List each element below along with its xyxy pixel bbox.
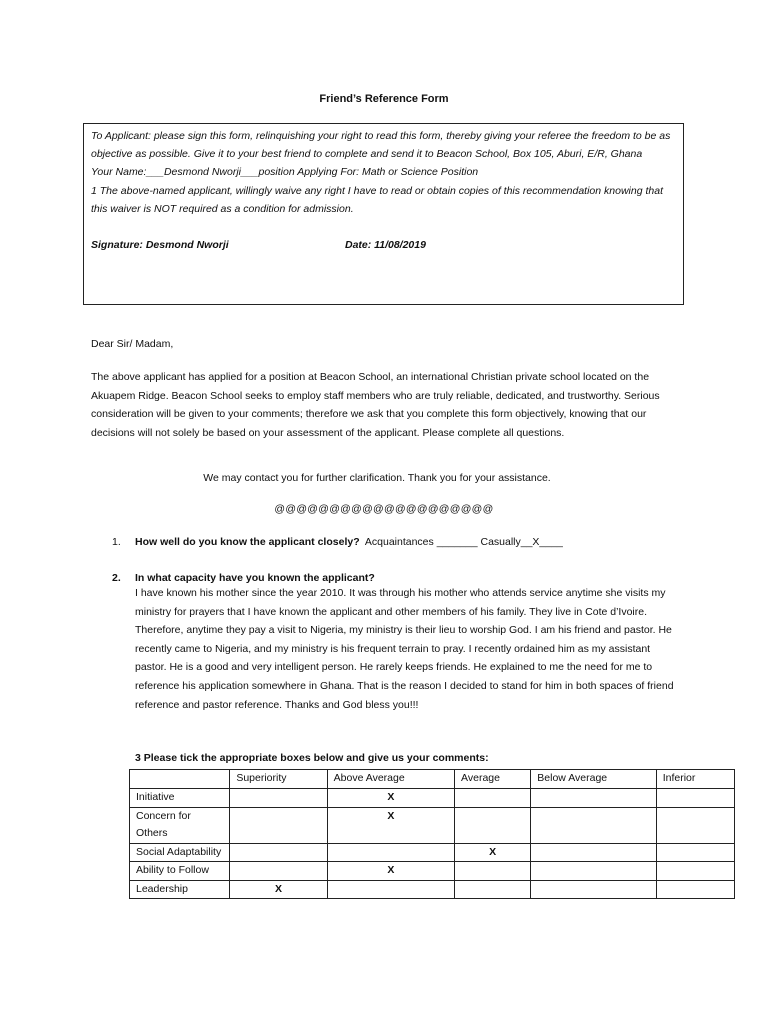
question-3-heading: 3 Please tick the appropriate boxes below and give us your comments: bbox=[135, 752, 489, 764]
contact-text: We may contact you for further clarification. Thank you for your assistance. bbox=[203, 472, 551, 484]
table-row bbox=[130, 862, 735, 881]
applicant-name-line: Your Name:___Desmond Nworji___position Applying For: Math or Science Position bbox=[91, 166, 479, 179]
rating-cell bbox=[230, 807, 327, 843]
question-2-number: 2. bbox=[112, 572, 121, 584]
contact-line bbox=[0, 472, 768, 484]
question-2-text: In what capacity have you known the applicant? bbox=[135, 572, 375, 584]
column-header: Average bbox=[455, 770, 531, 789]
column-header: Superiority bbox=[230, 770, 327, 789]
trait-label: Concern for Others bbox=[130, 807, 230, 843]
rating-cell bbox=[656, 862, 734, 881]
intro-paragraph: The above applicant has applied for a position at Beacon School, an international Christian private school located on the Akuapem Ridge. Beacon School seeks to employ staff members who are truly reliable, dedicated, and trustworthy. Serious consideration will be given to your comments; therefore we ask that you complete this form objectively, knowing that our decisions will not solely be based on your assessment of the applicant. Please complete all questions. bbox=[91, 371, 660, 439]
rating-cell bbox=[455, 789, 531, 808]
column-header bbox=[130, 770, 230, 789]
question-2 bbox=[112, 572, 692, 714]
rating-cell bbox=[531, 880, 656, 899]
rating-cell bbox=[656, 880, 734, 899]
rating-cell bbox=[656, 843, 734, 862]
rating-cell bbox=[455, 862, 531, 881]
rating-cell bbox=[531, 789, 656, 808]
question-1-number: 1. bbox=[112, 536, 121, 548]
signature-date: Date: 11/08/2019 bbox=[345, 239, 426, 252]
rating-cell: X bbox=[455, 843, 531, 862]
rating-cell: X bbox=[327, 789, 454, 808]
rating-cell bbox=[230, 862, 327, 881]
rating-cell bbox=[531, 862, 656, 881]
question-2-answer: I have known his mother since the year 2010. It was through his mother who attends service anytime she visits my ministry for prayers that I have known the applicant and other members of his family. They live in Cote d’Ivoire. Therefore, anytime they pay a visit to Nigeria, my ministry is their lieu to worship God. I am his friend and pastor. He recently came to Nigeria, and my ministry is his frequent terrain to pray. I recently ordained him as my assistant pastor. He is a good and very intelligent person. He rarely keeps friends. He explained to me the need for me to reference his application somewhere in Ghana. That is the reason I decided to stand for him in both spaces of friend reference and pastor reference. Thanks and God bless you!!! bbox=[135, 587, 674, 711]
rating-cell bbox=[327, 880, 454, 899]
ratings-table bbox=[129, 769, 735, 899]
rating-cell: X bbox=[230, 880, 327, 899]
rating-cell bbox=[531, 843, 656, 862]
table-row bbox=[130, 843, 735, 862]
rating-cell bbox=[455, 807, 531, 843]
salutation: Dear Sir/ Madam, bbox=[91, 338, 174, 350]
column-header: Below Average bbox=[531, 770, 656, 789]
rating-cell bbox=[230, 789, 327, 808]
rating-cell bbox=[656, 789, 734, 808]
trait-label: Initiative bbox=[130, 789, 230, 808]
rating-cell bbox=[531, 807, 656, 843]
signature: Signature: Desmond Nworji bbox=[91, 239, 229, 252]
rating-cell bbox=[230, 843, 327, 862]
rating-cell bbox=[327, 843, 454, 862]
rating-cell bbox=[656, 807, 734, 843]
rating-cell: X bbox=[327, 862, 454, 881]
trait-label: Leadership bbox=[130, 880, 230, 899]
rating-cell bbox=[455, 880, 531, 899]
question-1 bbox=[112, 536, 563, 548]
form-title: Friend’s Reference Form bbox=[319, 93, 449, 105]
rating-cell: X bbox=[327, 807, 454, 843]
trait-label: Ability to Follow bbox=[130, 862, 230, 881]
table-row bbox=[130, 880, 735, 899]
column-header: Above Average bbox=[327, 770, 454, 789]
waiver-statement: 1 The above-named applicant, willingly waive any right I have to read or obtain copies of this recommendation knowing that this waiver is NOT required as a condition for admission. bbox=[91, 184, 663, 215]
trait-label: Social Adaptability bbox=[130, 843, 230, 862]
waiver-instruction: To Applicant: please sign this form, relinquishing your right to read this form, thereby giving your referee the freedom to be as objective as possible. Give it to your best friend to complete and send it to Beacon School, Box 105, Aburi, E/R, Ghana bbox=[91, 130, 671, 161]
question-1-text: How well do you know the applicant closely? bbox=[135, 536, 360, 548]
waiver-box bbox=[83, 123, 684, 305]
table-row bbox=[130, 789, 735, 808]
separator-line: @@@@@@@@@@@@@@@@@@@@ bbox=[274, 503, 494, 515]
table-row bbox=[130, 807, 735, 843]
signature-line bbox=[91, 236, 676, 254]
question-1-answer: Acquaintances _______ Casually__X____ bbox=[364, 536, 563, 548]
column-header: Inferior bbox=[656, 770, 734, 789]
ratings-header-row bbox=[130, 770, 735, 789]
